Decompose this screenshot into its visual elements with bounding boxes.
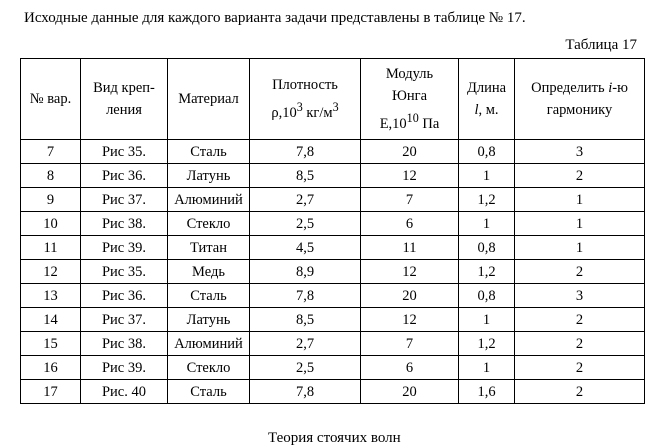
cell-variant: 15 — [21, 332, 81, 356]
table-row — [21, 332, 645, 356]
cell-harmonic: 3 — [515, 284, 645, 308]
cell-length: 0,8 — [459, 284, 515, 308]
cell-harmonic: 1 — [515, 212, 645, 236]
table-row — [21, 260, 645, 284]
cell-harmonic: 2 — [515, 380, 645, 404]
table-row — [21, 236, 645, 260]
cell-density: 7,8 — [250, 140, 361, 164]
cell-length: 1 — [459, 356, 515, 380]
table-row — [21, 164, 645, 188]
cell-variant: 13 — [21, 284, 81, 308]
cell-material: Сталь — [168, 284, 250, 308]
cell-length: 1 — [459, 308, 515, 332]
cell-variant: 16 — [21, 356, 81, 380]
cell-fastening: Рис 36. — [81, 164, 168, 188]
table-row — [21, 356, 645, 380]
cell-youngs-modulus: 12 — [361, 260, 459, 284]
cell-fastening: Рис 36. — [81, 284, 168, 308]
cell-harmonic: 1 — [515, 188, 645, 212]
cell-variant: 10 — [21, 212, 81, 236]
cell-density: 8,9 — [250, 260, 361, 284]
cell-variant: 14 — [21, 308, 81, 332]
cell-harmonic: 2 — [515, 356, 645, 380]
cell-youngs-modulus: 20 — [361, 380, 459, 404]
table-header-row — [21, 59, 645, 140]
cell-length: 1 — [459, 164, 515, 188]
cell-fastening: Рис 35. — [81, 140, 168, 164]
cell-variant: 12 — [21, 260, 81, 284]
cell-material: Алюминий — [168, 188, 250, 212]
table-row — [21, 308, 645, 332]
cell-length: 1,2 — [459, 188, 515, 212]
cell-variant: 17 — [21, 380, 81, 404]
cell-fastening: Рис. 40 — [81, 380, 168, 404]
cell-material: Стекло — [168, 212, 250, 236]
cell-harmonic: 2 — [515, 164, 645, 188]
cell-length: 1,2 — [459, 332, 515, 356]
cell-length: 0,8 — [459, 236, 515, 260]
cell-youngs-modulus: 20 — [361, 284, 459, 308]
cell-fastening: Рис 39. — [81, 356, 168, 380]
cell-youngs-modulus: 6 — [361, 356, 459, 380]
cell-material: Медь — [168, 260, 250, 284]
cell-variant: 8 — [21, 164, 81, 188]
cell-material: Стекло — [168, 356, 250, 380]
cell-fastening: Рис 37. — [81, 308, 168, 332]
intro-text: Исходные данные для каждого варианта задачи представлены в таблице № 17. — [24, 10, 526, 26]
table-row — [21, 284, 645, 308]
cell-harmonic: 3 — [515, 140, 645, 164]
cell-density: 8,5 — [250, 308, 361, 332]
cell-youngs-modulus: 20 — [361, 140, 459, 164]
table-row — [21, 140, 645, 164]
cell-variant: 9 — [21, 188, 81, 212]
cell-variant: 11 — [21, 236, 81, 260]
cell-material: Сталь — [168, 140, 250, 164]
header-material: Материал — [168, 59, 250, 140]
cell-density: 7,8 — [250, 380, 361, 404]
variants-table — [20, 58, 645, 404]
cell-fastening: Рис 39. — [81, 236, 168, 260]
cell-youngs-modulus: 7 — [361, 188, 459, 212]
table-row — [21, 212, 645, 236]
cell-material: Латунь — [168, 164, 250, 188]
header-youngs-modulus: Модуль Юнга $Е,10^{10}$ Па — [361, 59, 459, 140]
cell-youngs-modulus: 12 — [361, 308, 459, 332]
cell-length: 1 — [459, 212, 515, 236]
cell-fastening: Рис 35. — [81, 260, 168, 284]
cell-material: Латунь — [168, 308, 250, 332]
cell-youngs-modulus: 12 — [361, 164, 459, 188]
cell-fastening: Рис 38. — [81, 332, 168, 356]
cell-variant: 7 — [21, 140, 81, 164]
cell-density: 2,7 — [250, 332, 361, 356]
cell-density: 7,8 — [250, 284, 361, 308]
header-length: Длина l, м. — [459, 59, 515, 140]
header-fastening: Вид креп- ления — [81, 59, 168, 140]
cell-material: Титан — [168, 236, 250, 260]
cell-material: Алюминий — [168, 332, 250, 356]
header-harmonic: Определить i-ю гармонику — [515, 59, 645, 140]
footer-partial-heading: Теория стоячих волн — [268, 430, 401, 446]
cell-density: 2,5 — [250, 356, 361, 380]
cell-youngs-modulus: 7 — [361, 332, 459, 356]
cell-youngs-modulus: 6 — [361, 212, 459, 236]
cell-material: Сталь — [168, 380, 250, 404]
header-variant: № вар. — [21, 59, 81, 140]
cell-length: 1,6 — [459, 380, 515, 404]
cell-fastening: Рис 37. — [81, 188, 168, 212]
table-caption: Таблица 17 — [565, 37, 637, 53]
cell-length: 1,2 — [459, 260, 515, 284]
cell-harmonic: 1 — [515, 236, 645, 260]
header-density: Плотность $\rho,10^3$ $кг/м^3$ — [250, 59, 361, 140]
cell-density: 8,5 — [250, 164, 361, 188]
table-row — [21, 188, 645, 212]
cell-harmonic: 2 — [515, 260, 645, 284]
table-body — [21, 140, 645, 404]
cell-length: 0,8 — [459, 140, 515, 164]
cell-harmonic: 2 — [515, 332, 645, 356]
cell-density: 2,7 — [250, 188, 361, 212]
table-row — [21, 380, 645, 404]
cell-fastening: Рис 38. — [81, 212, 168, 236]
cell-youngs-modulus: 11 — [361, 236, 459, 260]
cell-density: 2,5 — [250, 212, 361, 236]
cell-harmonic: 2 — [515, 308, 645, 332]
cell-density: 4,5 — [250, 236, 361, 260]
